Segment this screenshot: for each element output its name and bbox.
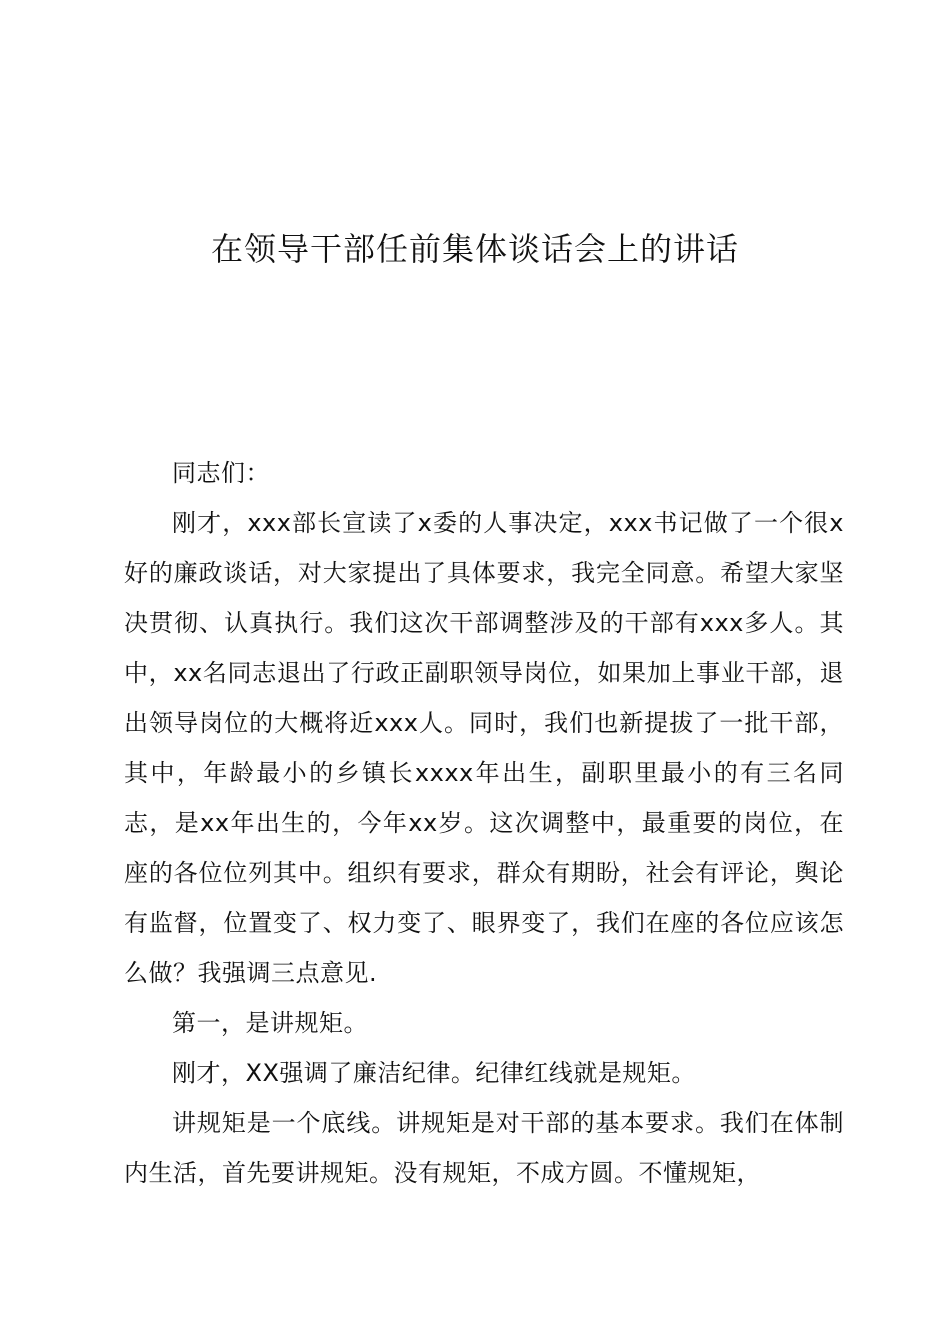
body-paragraph: 刚才，xxx部长宣读了x委的人事决定，xxx书记做了一个很x好的廉政谈话，对大家提出了具体要求，我完全同意。希望大家坚决贯彻、认真执行。我们这次干部调整涉及的干部有xxx多人。其中，xx名同志退出了行政正副职领导岗位，如果加上事业干部，退出领导岗位的大概将近xxx人。同时，我们也新提拔了一批干部，其中，年龄最小的乡镇长xxxx年出生，副职里最小的有三名同志，是xx年出生的，今年xx岁。这次调整中，最重要的岗位，在座的各位位列其中。组织有要求，群众有期盼，社会有评论，舆论有监督，位置变了、权力变了、眼界变了，我们在座的各位应该怎么做？我强调三点意见. [124,509,844,987]
body-paragraph: 讲规矩是一个底线。讲规矩是对干部的基本要求。我们在体制内生活，首先要讲规矩。没有规矩，不成方圆。不懂规矩， [124,1109,844,1187]
body-paragraph: 刚才，XX强调了廉洁纪律。纪律红线就是规矩。 [172,1059,696,1087]
section-heading-paragraph: 第一，是讲规矩。 [172,1009,368,1037]
salutation-paragraph: 同志们： [172,459,270,487]
document-title: 在领导干部任前集体谈话会上的讲话 [210,230,739,268]
document-body [124,448,844,1198]
